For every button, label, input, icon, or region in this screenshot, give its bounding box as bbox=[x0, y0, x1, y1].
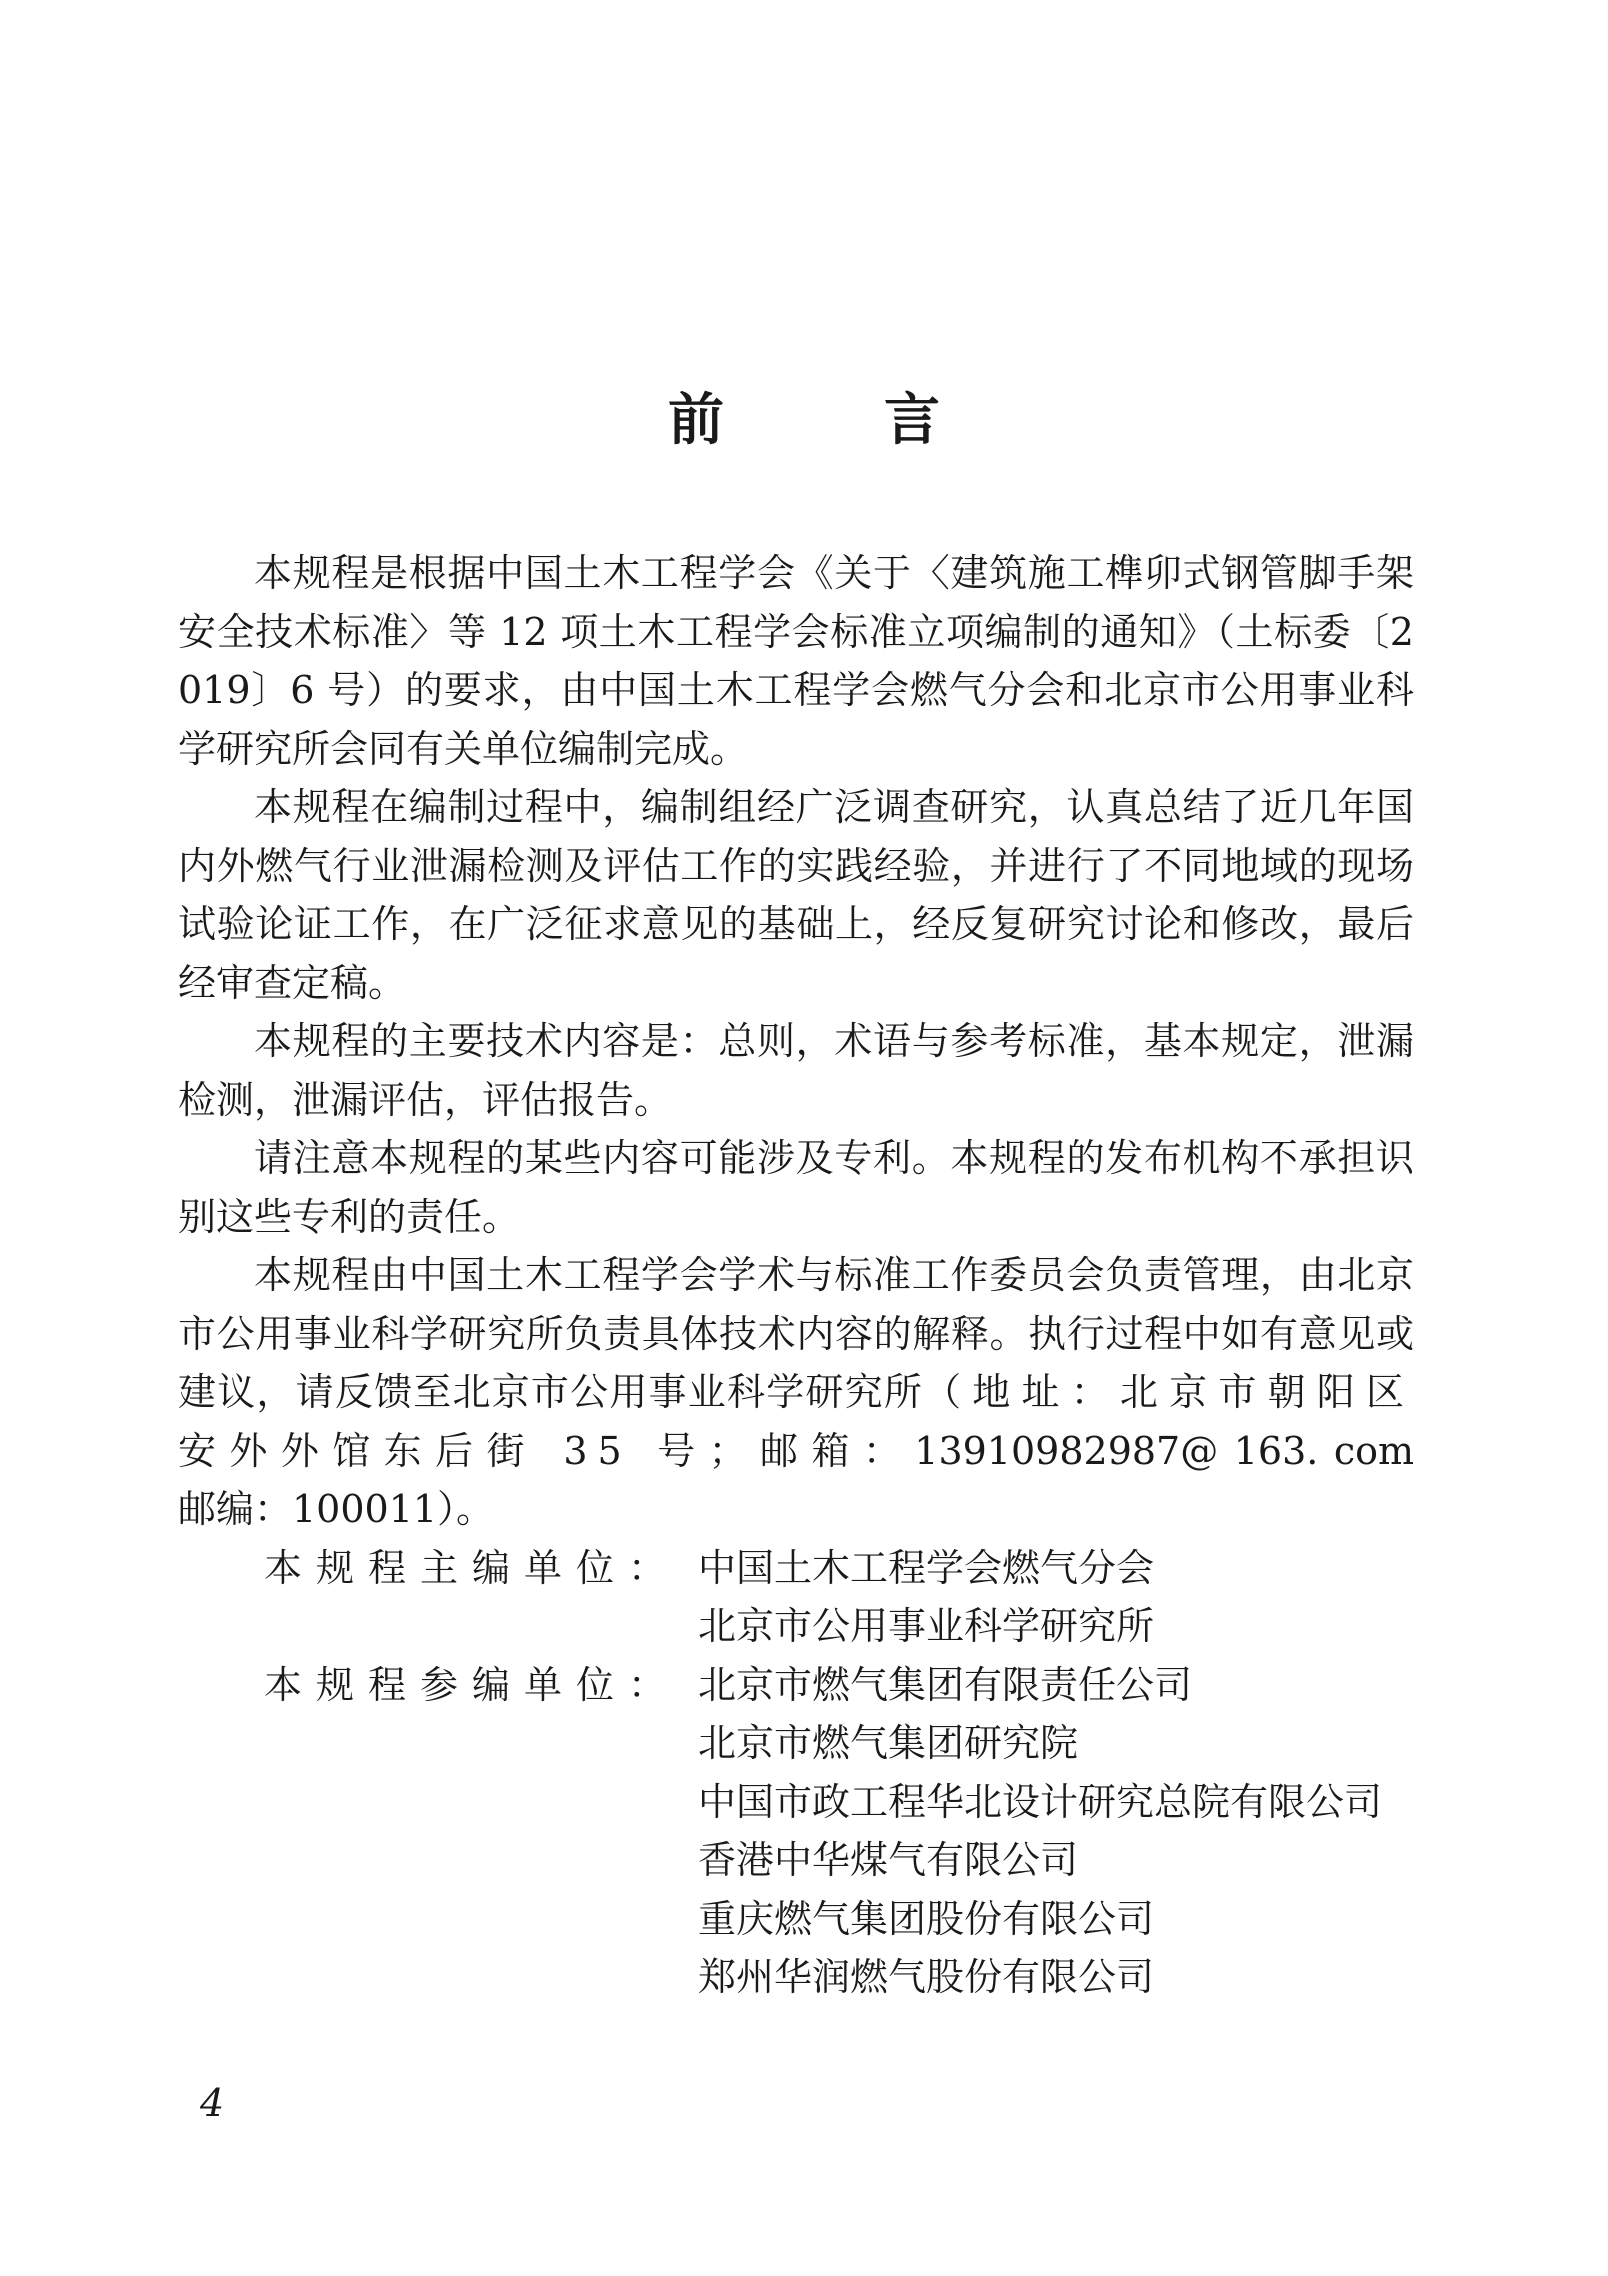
contact-address: （地址：北京市朝阳区安外外馆东后街 35 号；邮箱： bbox=[178, 1370, 1414, 1473]
list-item: 重庆燃气集团股份有限公司 bbox=[698, 1896, 1155, 1941]
list-item: 北京市公用事业科学研究所 bbox=[698, 1604, 1155, 1648]
list-item: 北京市燃气集团有限责任公司 bbox=[698, 1662, 1193, 1707]
chief-units-label: 本规程主编单位： bbox=[264, 1545, 681, 1590]
list-item: 香港中华煤气有限公司 bbox=[698, 1838, 1079, 1882]
participating-units-row bbox=[178, 1656, 1414, 2007]
paragraph-patent-notice: 请注意本规程的某些内容可能涉及专利。本规程的发布机构不承担识别这些专利的责任。 bbox=[178, 1136, 1414, 1239]
paragraph-contents: 本规程的主要技术内容是：总则，术语与参考标准，基本规定，泄漏检测，泄漏评估，评估报告。 bbox=[178, 1019, 1414, 1122]
paragraph-management bbox=[178, 1246, 1453, 1539]
chief-units-list bbox=[698, 1539, 1414, 1656]
page-number: 4 bbox=[200, 2081, 225, 2125]
management-text: 本规程由中国土木工程学会学术与标准工作委员会负责管理，由北京市公用事业科学研究所负责具体技术内容的解释。执行过程中如有意见或建议，请反馈至北京市公用事业科学研究所 bbox=[178, 1253, 1414, 1414]
contact-email-postcode: 13910982987@ 163. com 邮编：100011）。 bbox=[178, 1428, 1453, 1531]
list-item: 北京市燃气集团研究院 bbox=[698, 1721, 1079, 1765]
participating-units-label: 本规程参编单位： bbox=[264, 1662, 681, 1707]
paragraph-process: 本规程在编制过程中，编制组经广泛调查研究，认真总结了近几年国内外燃气行业泄漏检测及评估工作的实践经验，并进行了不同地域的现场试验论证工作，在广泛征求意见的基础上，经反复研究讨论和修改，最后经审查定稿。 bbox=[178, 785, 1414, 1005]
list-item: 中国市政工程华北设计研究总院有限公司 bbox=[698, 1779, 1383, 1824]
chief-units bbox=[178, 1539, 1414, 1656]
paragraph-basis: 本规程是根据中国土木工程学会《关于〈建筑施工榫卯式钢管脚手架安全技术标准〉等 12 项土木工程学会标准立项编制的通知》（土标委〔2019〕6 号）的要求，由中国土木工程学会燃气分会和北京市公用事业科学研究所会同有关单位编制完成。 bbox=[178, 551, 1414, 771]
page-title: 前言 bbox=[668, 387, 1100, 453]
participating-units-list bbox=[698, 1656, 1414, 2007]
chief-units-row bbox=[178, 1539, 1414, 1656]
preface-body bbox=[178, 544, 1453, 2007]
list-item: 郑州华润燃气股份有限公司 bbox=[698, 1955, 1155, 1999]
list-item: 中国土木工程学会燃气分会 bbox=[698, 1545, 1155, 1590]
participating-units bbox=[178, 1656, 1414, 2007]
